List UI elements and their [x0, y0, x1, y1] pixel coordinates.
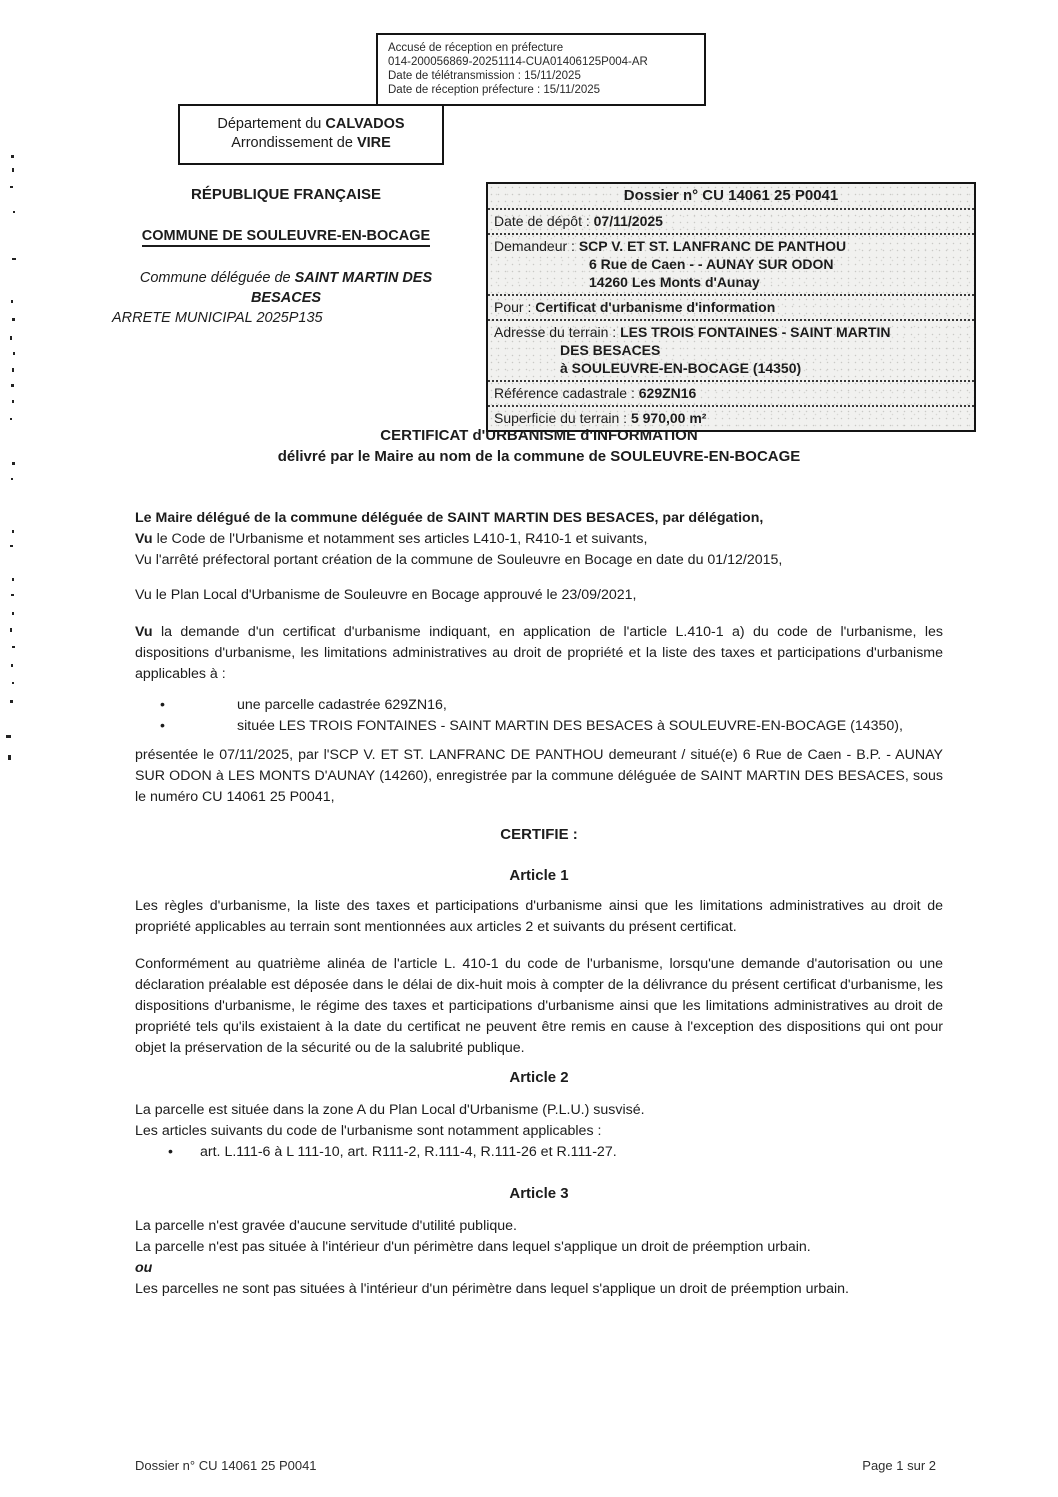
article-3-heading: Article 3: [509, 1185, 569, 1202]
dossier-row-pour: [488, 294, 974, 319]
parcel-item: • une parcelle cadastrée 629ZN16,: [135, 695, 943, 716]
vu-demande-paragraph: [135, 622, 943, 685]
article-2-list: [135, 1142, 943, 1163]
arrete-municipal: ARRETE MUNICIPAL 2025P135: [112, 310, 323, 326]
pour-value: Certificat d'urbanisme d'information: [535, 299, 776, 315]
adresse-value3: à SOULEUVRE-EN-BOCAGE (14350): [560, 360, 802, 376]
footer-page-number: Page 1 sur 2: [862, 1458, 936, 1473]
arrondissement-line: [184, 134, 438, 153]
adresse-label: Adresse du terrain :: [494, 324, 617, 340]
vu-line-1: [135, 529, 943, 550]
article-1-heading: Article 1: [509, 867, 569, 884]
parcel-item: • située LES TROIS FONTAINES - SAINT MARTIN DES BESACES à SOULEUVRE-EN-BOCAGE (14350),: [135, 716, 943, 737]
arrondissement-label: Arrondissement de: [231, 135, 353, 151]
demandeur-address2: 14260 Les Monts d'Aunay: [589, 274, 760, 290]
delegated-name: SAINT MARTIN DES BESACES: [250, 270, 433, 306]
dossier-row-date: [488, 208, 974, 233]
certifie-heading: CERTIFIE :: [500, 826, 578, 843]
demandeur-name: SCP V. ET ST. LANFRANC DE PANTHOU: [578, 238, 847, 254]
stamp-reception-date: Date de réception préfecture : 15/11/2025: [388, 84, 601, 96]
adresse-value2: DES BESACES: [560, 342, 661, 358]
delegated-prefix: Commune déléguée de: [139, 270, 291, 286]
superficie-label: Superficie du terrain :: [494, 410, 628, 426]
article-1-paragraph-2: Conformément au quatrième alinéa de l'article L. 410-1 du code de l'urbanisme, lorsqu'une demande d'autorisation ou une déclaration préalable est déposée dans le délai de dix-huit mois à compter de la délivrance du présent certificat d'urbanisme, les dispositions d'urbanisme, le régime des taxes et participations d'urbanisme ainsi que les limitations administratives au droit de propriété tels qu'ils existaient à la date du certificat ne peuvent être remis en cause à l'exception des dispositions qui ont pour objet la préservation de la sécurité ou de la salubrité publique.: [135, 956, 943, 1056]
commune-heading: [90, 228, 482, 244]
demandeur-label: Demandeur :: [494, 238, 575, 254]
pour-label: Pour :: [494, 299, 532, 315]
article-3-line-2: La parcelle n'est pas située à l'intérieur d'un périmètre dans lequel s'applique un droit de préemption urbain.: [135, 1239, 811, 1255]
adresse-value1: LES TROIS FONTAINES - SAINT MARTIN: [620, 324, 891, 340]
delegated-commune: [121, 268, 451, 308]
demandeur-line1: [494, 237, 968, 255]
document-title-line2: délivré par le Maire au nom de la commune de SOULEUVRE-EN-BOCAGE: [277, 448, 801, 465]
department-value: CALVADOS: [325, 116, 405, 132]
article-3-ou: ou: [135, 1260, 153, 1276]
document-title: [135, 425, 943, 467]
stamp-line: Accusé de réception en préfecture: [388, 42, 564, 54]
arrondissement-value: VIRE: [356, 135, 391, 151]
republique-heading: RÉPUBLIQUE FRANÇAISE: [190, 186, 381, 203]
adresse-line2: [494, 341, 968, 359]
reception-stamp-box: [376, 33, 706, 106]
dossier-row-adresse: [488, 319, 974, 380]
article-2-line-1: La parcelle est située dans la zone A du Plan Local d'Urbanisme (P.L.U.) susvisé.: [135, 1102, 645, 1118]
maire-line: Le Maire délégué de la commune déléguée de SAINT MARTIN DES BESACES, par délégation,: [135, 510, 764, 526]
footer-dossier-number: Dossier n° CU 14061 25 P0041: [135, 1458, 317, 1473]
preamble-block: [135, 508, 943, 571]
dossier-table: [486, 182, 976, 432]
article-2-line-2: Les articles suivants du code de l'urbanisme sont notamment applicables :: [135, 1123, 602, 1139]
article-2-heading: Article 2: [509, 1069, 569, 1086]
stamp-transmission-date: Date de télétransmission : 15/11/2025: [388, 70, 581, 82]
department-label: Département du: [217, 116, 322, 132]
superficie-value: 5 970,00 m²: [630, 410, 707, 426]
article-3-line-3: Les parcelles ne sont pas situées à l'intérieur d'un périmètre dans lequel s'applique un droit de préemption urbain.: [135, 1281, 849, 1297]
vu4-text: la demande d'un certificat d'urbanisme indiquant, en application de l'article L.410-1 a) du code de l'urbanisme, les dispositions d'urbanisme, les limitations administratives au droit de propriété et la liste des taxes et participations d'urbanisme applicables à :: [135, 624, 943, 682]
document-title-line1: CERTIFICAT d'URBANISME d'INFORMATION: [380, 427, 698, 444]
vu-line-3: Vu le Plan Local d'Urbanisme de Souleuvre en Bocage approuvé le 23/09/2021,: [135, 587, 637, 603]
dossier-row-demandeur: [488, 233, 974, 294]
demandeur-line2: [494, 255, 968, 273]
vu1-prefix: Vu: [135, 531, 153, 547]
department-box: [178, 104, 444, 165]
adresse-line1: [494, 323, 968, 341]
dossier-number-header: Dossier n° CU 14061 25 P0041: [623, 187, 839, 204]
commune-heading-text: COMMUNE DE SOULEUVRE-EN-BOCAGE: [142, 228, 430, 247]
document-body: [135, 425, 943, 1300]
stamp-reference-number: 014-200056869-20251114-CUA01406125P004-AR: [388, 56, 648, 68]
adresse-line3: [494, 359, 968, 377]
vu1-text: le Code de l'Urbanisme et notamment ses articles L410-1, R410-1 et suivants,: [156, 531, 648, 547]
article-3-line-1: La parcelle n'est gravée d'aucune servitude d'utilité publique.: [135, 1218, 517, 1234]
presentee-paragraph: présentée le 07/11/2025, par l'SCP V. ET ST. LANFRANC DE PANTHOU demeurant / situé(e) 6 Rue de Caen - B.P. - AUNAY SUR ODON à LES MONTS D'AUNAY (14260), enregistrée par la commune déléguée de SAINT MARTIN DES BESACES, sous le numéro CU 14061 25 P0041,: [135, 747, 943, 805]
header-left-column: [90, 186, 482, 326]
demandeur-address1: 6 Rue de Caen - - AUNAY SUR ODON: [589, 256, 834, 272]
article-1-paragraph-1: Les règles d'urbanisme, la liste des taxes et participations d'urbanisme ainsi que les limitations administratives au droit de propriété applicables au terrain sont mentionnées aux articles 2 et suivants du présent certificat.: [135, 898, 943, 935]
parcel-list: [135, 695, 943, 737]
article-2-item: • art. L.111-6 à L 111-10, art. R111-2, R.111-4, R.111-26 et R.111-27.: [135, 1142, 943, 1163]
date-depot-label: Date de dépôt :: [494, 213, 590, 229]
vu-line-2: Vu l'arrêté préfectoral portant création de la commune de Souleuvre en Bocage en date du 01/12/2015,: [135, 552, 783, 568]
dossier-row-reference: [488, 380, 974, 405]
date-depot-value: 07/11/2025: [593, 213, 663, 229]
reference-label: Référence cadastrale :: [494, 385, 635, 401]
department-line: [184, 115, 438, 134]
demandeur-line3: [494, 273, 968, 291]
reference-value: 629ZN16: [638, 385, 697, 401]
vu4-prefix: Vu: [135, 624, 153, 640]
